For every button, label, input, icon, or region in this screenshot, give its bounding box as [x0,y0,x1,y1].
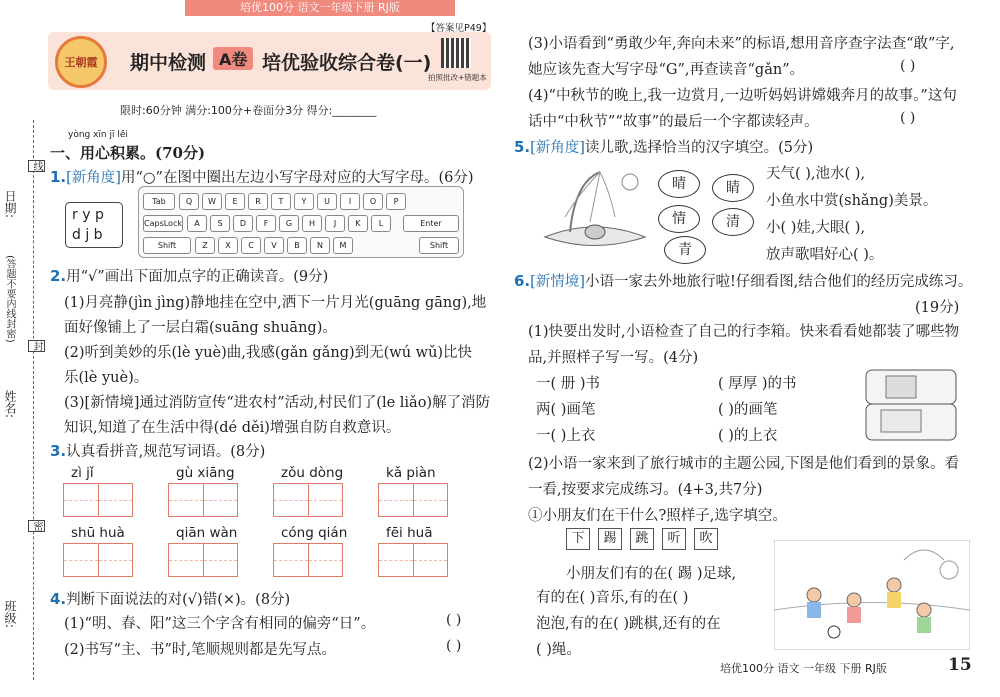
logo: 王朝霞 [55,36,107,88]
q4-statement-3b: 她应该先查大写字母“G”,再查读音“gǎn”。 [528,62,805,78]
char-option[interactable]: 青 [664,236,706,264]
q4-statement-1: (1)“明、春、阳”这三个字含有相同的偏旁“日”。 [64,616,376,632]
pinyin-label: cóng qián [281,525,348,541]
key-a[interactable]: A [187,215,207,232]
seal-mark-3: 密 [28,520,45,532]
letters-row-1: r y p [72,207,104,223]
lowercase-letters-box [65,202,123,248]
seal-mark-2: 封 [28,340,45,352]
writing-grid[interactable] [273,543,343,577]
q6-row2-b[interactable]: ( )的画笔 [718,402,778,418]
class-label: 班级: [3,600,17,629]
q2-number: 2. [50,267,67,285]
key-w[interactable]: W [202,193,222,210]
key-capslock[interactable]: CapsLock [143,215,183,232]
key-e[interactable]: E [225,193,245,210]
key-j[interactable]: J [325,215,345,232]
writing-grid[interactable] [63,483,133,517]
q4-answer-3[interactable]: ( ) [900,58,916,74]
q1-tag: [新角度] [66,170,121,186]
key-shift-right[interactable]: Shift [419,237,459,254]
q6-sentence-4[interactable]: ( )绳。 [536,642,581,658]
q6-sentence-1: 小朋友们有的在( 踢 )足球, [566,566,737,582]
key-t[interactable]: T [271,193,291,210]
exam-meta: 限时:60分钟 满分:100分+卷面分3分 得分:________ [120,104,377,117]
qr-caption: 拍照批改+错题本 [428,73,487,82]
page-subtitle: 培优验收综合卷(一) [262,52,432,74]
q6-row3-a[interactable]: 一( )上衣 [536,428,596,444]
pinyin-label: zì jǐ [71,465,94,481]
q4-text: 判断下面说法的对(√)错(×)。(8分) [66,592,291,608]
q1-text: 用“○”在图中圈出左边小写字母对应的大写字母。(6分) [120,170,474,186]
q6-score: (19分) [915,300,960,316]
q6-part2-c: ①小朋友们在干什么?照样子,选字填空。 [528,508,787,524]
word-option[interactable]: 吹 [694,528,718,550]
top-banner: 培优100分 语文一年级下册 RJ版 [185,0,455,16]
key-x[interactable]: X [218,237,238,254]
key-p[interactable]: P [386,193,406,210]
poem-line-1: 天气( ),池水( ), [766,166,866,182]
pinyin-label: kǎ piàn [386,465,436,481]
seal-line [33,120,34,680]
q1-number: 1. [50,168,67,186]
char-option[interactable]: 情 [658,205,700,233]
q6-row1-b: ( 厚厚 )的书 [718,376,797,392]
word-option[interactable]: 跳 [630,528,654,550]
key-q[interactable]: Q [179,193,199,210]
poem-line-3: 小( )娃,大眼( ), [766,220,866,236]
writing-grid[interactable] [168,543,238,577]
q6-part1-a: (1)快要出发时,小语检查了自己的行李箱。快来看看她都装了哪些物 [528,324,960,340]
park-illustration [774,540,970,650]
keyboard-image [138,186,464,258]
qr-code-icon [441,38,471,68]
q4-statement-4b: 话中“中秋节”“故事”的最后一个字都读轻声。 [528,114,819,130]
q4-statement-4a: (4)“中秋节的晚上,我一边赏月,一边听妈妈讲嫦娥奔月的故事。”这句 [528,88,957,104]
char-option[interactable]: 睛 [712,174,754,202]
q2-line-6: 知识,知道了在生活中得(dé děi)增强自防自救意识。 [64,420,401,436]
footer-text: 培优100分 语文 一年级 下册 RJ版 [720,662,887,675]
key-c[interactable]: C [241,237,261,254]
q4-number: 4. [50,590,67,608]
q4-answer-4[interactable]: ( ) [900,110,916,126]
key-s[interactable]: S [210,215,230,232]
key-h[interactable]: H [302,215,322,232]
key-i[interactable]: I [340,193,360,210]
name-label: 姓名: [3,390,17,419]
q5-number: 5. [514,138,531,156]
suitcase-illustration [856,362,966,446]
page-title: 期中检测 [130,52,207,74]
key-g[interactable]: G [279,215,299,232]
q2-line-2: 面好像铺上了一层白霜(suāng shuāng)。 [64,320,337,336]
word-option[interactable]: 听 [662,528,686,550]
q6-text: 小语一家去外地旅行啦!仔细看图,结合他们的经历完成练习。 [584,274,973,290]
pond-illustration [540,162,650,257]
q6-sentence-2[interactable]: 有的在( )音乐,有的在( ) [536,590,689,606]
key-d[interactable]: D [233,215,253,232]
pinyin-label: zǒu dòng [281,465,344,481]
pinyin-label: shū huà [71,525,125,541]
key-shift-left[interactable]: Shift [143,237,191,254]
writing-grid[interactable] [168,483,238,517]
q3-text: 认真看拼音,规范写词语。(8分) [66,444,266,460]
char-option[interactable]: 晴 [658,170,700,198]
q6-row1-a: 一( 册 )书 [536,376,601,392]
char-option[interactable]: 清 [712,208,754,236]
q2-line-4: 乐(lè yuè)。 [64,370,149,386]
q6-number: 6. [514,272,531,290]
key-y[interactable]: Y [294,193,314,210]
q3-number: 3. [50,442,67,460]
q6-row2-a[interactable]: 两( )画笔 [536,402,596,418]
key-l[interactable]: L [371,215,391,232]
q2-line-1: (1)月亮静(jìn jìng)静地挂在空中,洒下一片月光(guāng gāng),地 [64,295,487,311]
key-u[interactable]: U [317,193,337,210]
paper-badge: A卷 [213,47,253,70]
q4-statement-2: (2)书写“主、书”时,笔顺规则都是先写点。 [64,642,336,658]
letters-row-2: d j b [72,227,103,243]
writing-grid[interactable] [63,543,133,577]
answer-reference: 【答案见P49】 [426,23,492,34]
page-number: 15 [948,655,972,675]
key-v[interactable]: V [264,237,284,254]
q4-statement-3a: (3)小语看到“勇敢少年,奔向未来”的标语,想用音序查字法查“敢”字, [528,36,955,52]
q2-line-3: (2)听到美妙的乐(lè yuè)曲,我感(gǎn gǎng)到无(wú wǔ)比快 [64,345,473,361]
q4-answer-2[interactable]: ( ) [446,638,462,654]
q2-text: 用“√”画出下面加点字的正确读音。(9分) [66,269,329,285]
q2-line-5: (3)[新情境]通过消防宣传“进农村”活动,村民们了(le liǎo)解了消防 [64,395,491,411]
key-tab[interactable]: Tab [143,193,175,210]
pinyin-label: qiān wàn [176,525,238,541]
date-label: 日期: [3,190,17,219]
seal-mark-1: 线 [28,160,45,172]
word-option[interactable]: 踢 [598,528,622,550]
key-o[interactable]: O [363,193,383,210]
pinyin-label: fēi huā [386,525,433,541]
writing-grid[interactable] [378,483,448,517]
key-f[interactable]: F [256,215,276,232]
key-n[interactable]: N [310,237,330,254]
q6-tag: [新情境] [530,274,585,290]
key-z[interactable]: Z [195,237,215,254]
poem-line-2: 小鱼水中赏(shǎng)美景。 [766,193,938,209]
q5-text: 读儿歌,选择恰当的汉字填空。(5分) [584,140,814,156]
section-heading: 一、用心积累。(70分) [50,144,206,162]
writing-grid[interactable] [378,543,448,577]
q6-part1-b: 品,并照样子写一写。(4分) [528,350,699,366]
writing-grid[interactable] [273,483,343,517]
poem-line-4: 放声歌唱好心( )。 [766,247,884,263]
seal-note: (答题不要内线封密) [4,255,15,343]
key-b[interactable]: B [287,237,307,254]
q6-sentence-3[interactable]: 泡泡,有的在( )跳棋,还有的在 [536,616,721,632]
key-m[interactable]: M [333,237,353,254]
pinyin-label: gù xiāng [176,465,235,481]
word-option[interactable]: 下 [566,528,590,550]
q6-part2-b: 一看,按要求完成练习。(4+3,共7分) [528,482,763,498]
section-pinyin: yòng xīn jī lěi [68,130,128,140]
q5-tag: [新角度] [530,140,585,156]
key-r[interactable]: R [248,193,268,210]
q6-row3-b[interactable]: ( )的上衣 [718,428,778,444]
q6-part2-a: (2)小语一家来到了旅行城市的主题公园,下图是他们看到的景象。看 [528,456,960,472]
q4-answer-1[interactable]: ( ) [446,612,462,628]
key-k[interactable]: K [348,215,368,232]
key-enter[interactable]: Enter [403,215,459,232]
